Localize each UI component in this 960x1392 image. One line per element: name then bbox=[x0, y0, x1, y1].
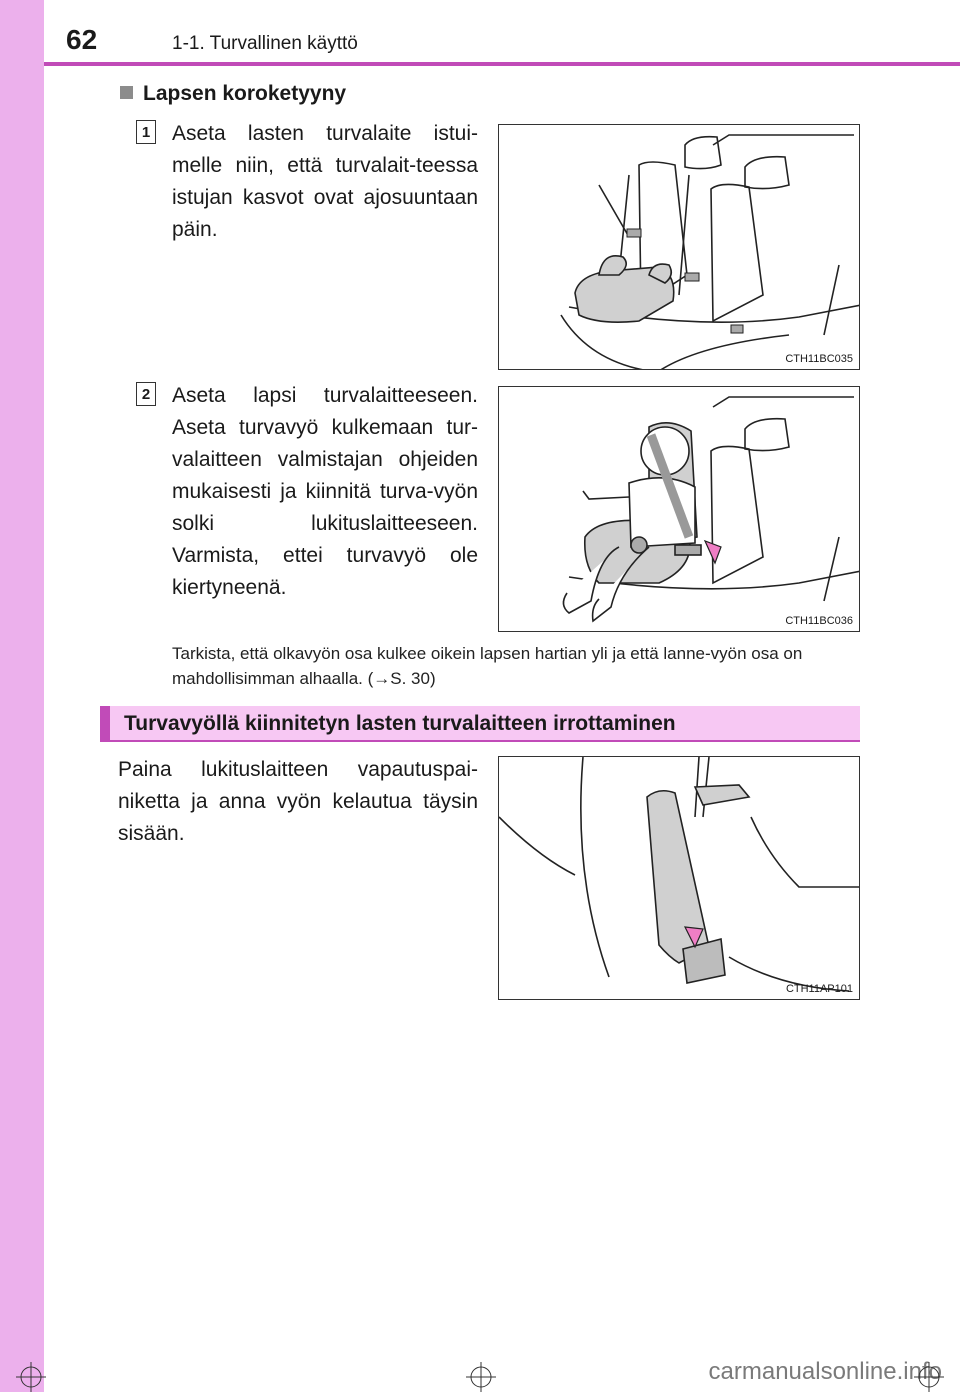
subsection-heading-text: Lapsen koroketyyny bbox=[143, 82, 347, 105]
subsection-heading bbox=[120, 82, 346, 106]
page-number: 62 bbox=[66, 24, 98, 55]
child-seat-drawing bbox=[499, 387, 860, 632]
step-number-2: 2 bbox=[136, 382, 156, 406]
illustration-child-in-booster bbox=[498, 386, 860, 632]
illustration-booster-seat bbox=[498, 124, 860, 370]
illustration-release-buckle bbox=[498, 756, 860, 1000]
image-code-2: CTH11BC036 bbox=[785, 615, 853, 627]
section-title: 1-1. Turvallinen käyttö bbox=[172, 33, 358, 54]
image-code-3: CTH11AP101 bbox=[785, 983, 853, 995]
crop-mark-icon bbox=[914, 1362, 944, 1392]
square-bullet-icon bbox=[120, 86, 133, 99]
booster-seat-drawing bbox=[499, 125, 860, 370]
step-2-text: Aseta lapsi turvalaitteeseen. Aseta turvavyö kulkemaan tur-valaitteen valmistajan ohjeiden mukaisesti ja kiinnitä turva-vyön solki lukituslaitteeseen. Varmista, ettei turvavyö ole kiertyneenä. bbox=[172, 384, 478, 599]
image-code-1: CTH11BC035 bbox=[785, 353, 853, 365]
side-tab-band bbox=[0, 0, 44, 1392]
section-band-title: Turvavyöllä kiinnitetyn lasten turvalaitteen irrottaminen bbox=[124, 712, 676, 735]
crop-mark-icon bbox=[16, 1362, 46, 1392]
release-buckle-drawing bbox=[499, 757, 860, 1000]
header-rule bbox=[44, 62, 960, 66]
section-band bbox=[100, 706, 860, 742]
release-instruction-text: Paina lukituslaitteen vapautuspai-niketta ja anna vyön kelautua täysin sisään. bbox=[118, 758, 478, 845]
crop-mark-icon bbox=[466, 1362, 496, 1392]
watermark: carmanualsonline.info bbox=[708, 1358, 942, 1385]
step-1-text: Aseta lasten turvalaite istui-melle niin, että turvalait-teessa istujan kasvot ovat ajosuuntaan päin. bbox=[172, 122, 478, 241]
step-number-1: 1 bbox=[136, 120, 156, 144]
note-text: Tarkista, että olkavyön osa kulkee oikein lapsen hartian yli ja että lanne-vyön osa on mahdollisimman alhaalla. (→S. 30) bbox=[172, 644, 803, 688]
